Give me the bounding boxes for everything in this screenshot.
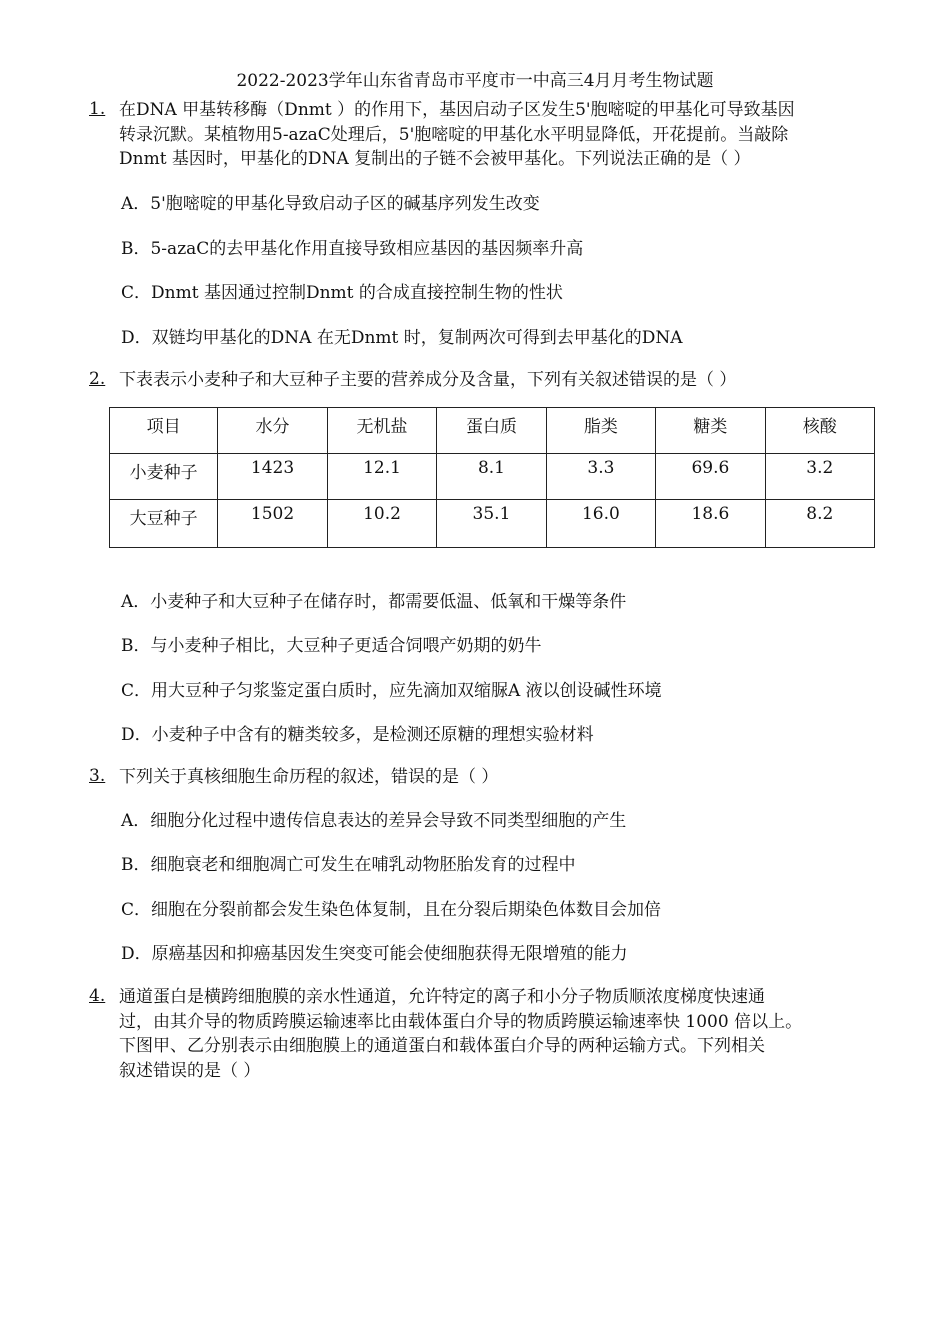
table-header-cell: 核酸 — [765, 408, 874, 454]
question-4-stem — [119, 985, 879, 1083]
question-1-stem — [119, 98, 879, 172]
stem-line: Dnmt 基因时，甲基化的DNA 复制出的子链不会被甲基化。下列说法正确的是（ ） — [119, 149, 751, 169]
table-header-cell: 糖类 — [656, 408, 765, 454]
table-cell: 35.1 — [437, 500, 546, 548]
question-1-option-b: B．5-azaC的去甲基化作用直接导致相应基因的基因频率升高 — [121, 239, 584, 259]
question-2-number: 2. — [89, 369, 106, 389]
question-1-option-a: A．5'胞嘧啶的甲基化导致启动子区的碱基序列发生改变 — [121, 194, 540, 214]
stem-line: 转录沉默。某植物用5-azaC处理后，5'胞嘧啶的甲基化水平明显降低，开花提前。当敲除 — [119, 124, 789, 145]
stem-line: 叙述错误的是（ ） — [119, 1060, 261, 1081]
question-4-number: 4. — [89, 986, 106, 1006]
table-header-cell: 项目 — [110, 408, 218, 454]
question-3-number: 3. — [89, 766, 106, 786]
stem-line: 在DNA 甲基转移酶（Dnmt ）的作用下，基因启动子区发生5'胞嘧啶的甲基化可导致基因 — [119, 100, 795, 120]
stem-line: 下表表示小麦种子和大豆种子主要的营养成分及含量，下列有关叙述错误的是（ ） — [119, 370, 737, 390]
question-3-stem — [119, 765, 879, 790]
question-3-option-b: B．细胞衰老和细胞凋亡可发生在哺乳动物胚胎发育的过程中 — [121, 855, 576, 875]
table-cell: 1423 — [218, 454, 327, 500]
stem-line: 下列关于真核细胞生命历程的叙述，错误的是（ ） — [119, 767, 499, 787]
question-2-stem — [119, 368, 879, 393]
table-row — [110, 454, 875, 500]
table-cell: 3.3 — [546, 454, 655, 500]
table-cell: 8.2 — [765, 500, 874, 548]
table-cell: 18.6 — [656, 500, 765, 548]
question-3-option-a: A．细胞分化过程中遗传信息表达的差异会导致不同类型细胞的产生 — [121, 811, 627, 831]
table-cell: 69.6 — [656, 454, 765, 500]
table-cell: 1502 — [218, 500, 327, 548]
page-title: 2022-2023学年山东省青岛市平度市一中高三4月月考生物试题 — [236, 71, 714, 91]
table-cell: 小麦种子 — [110, 454, 218, 500]
nutrition-table — [109, 407, 875, 548]
table-header-cell: 水分 — [218, 408, 327, 454]
table-cell: 3.2 — [765, 454, 874, 500]
stem-line: 过，由其介导的物质跨膜运输速率比由载体蛋白介导的物质跨膜运输速率快 1000 倍以上。 — [119, 1011, 803, 1032]
table-header-cell: 脂类 — [546, 408, 655, 454]
table-row — [110, 500, 875, 548]
table-header-row — [110, 408, 875, 454]
question-1-number: 1. — [89, 99, 106, 119]
table-header-cell: 蛋白质 — [437, 408, 546, 454]
stem-line: 通道蛋白是横跨细胞膜的亲水性通道，允许特定的离子和小分子物质顺浓度梯度快速通 — [119, 987, 765, 1007]
question-2-option-d: D．小麦种子中含有的糖类较多，是检测还原糖的理想实验材料 — [121, 725, 594, 745]
question-1-option-d: D．双链均甲基化的DNA 在无Dnmt 时，复制两次可得到去甲基化的DNA — [121, 328, 683, 348]
table-cell: 8.1 — [437, 454, 546, 500]
table-cell: 12.1 — [327, 454, 436, 500]
table-cell: 大豆种子 — [110, 500, 218, 548]
question-2-option-b: B．与小麦种子相比，大豆种子更适合饲喂产奶期的奶牛 — [121, 636, 542, 656]
stem-line: 下图甲、乙分别表示由细胞膜上的通道蛋白和载体蛋白介导的两种运输方式。下列相关 — [119, 1036, 765, 1056]
question-3-option-d: D．原癌基因和抑癌基因发生突变可能会使细胞获得无限增殖的能力 — [121, 944, 628, 964]
table-cell: 10.2 — [327, 500, 436, 548]
question-3-option-c: C．细胞在分裂前都会发生染色体复制，且在分裂后期染色体数目会加倍 — [121, 900, 662, 920]
table-cell: 16.0 — [546, 500, 655, 548]
table-header-cell: 无机盐 — [327, 408, 436, 454]
question-2-option-c: C．用大豆种子匀浆鉴定蛋白质时，应先滴加双缩脲A 液以创设碱性环境 — [121, 681, 662, 701]
question-1-option-c: C．Dnmt 基因通过控制Dnmt 的合成直接控制生物的性状 — [121, 283, 563, 303]
question-2-option-a: A．小麦种子和大豆种子在储存时，都需要低温、低氧和干燥等条件 — [121, 592, 627, 612]
